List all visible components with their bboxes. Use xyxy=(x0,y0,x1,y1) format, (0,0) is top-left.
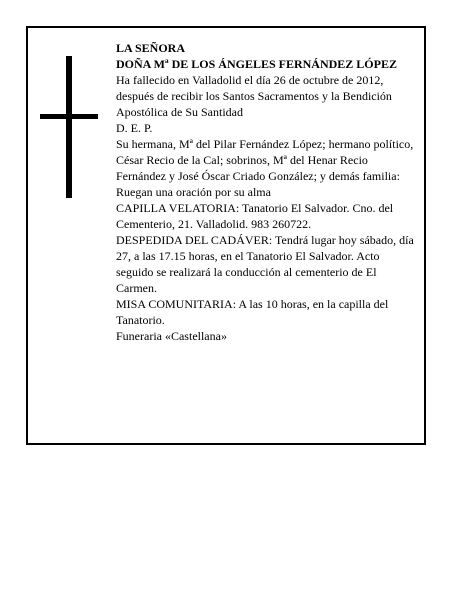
prayer-request: Ruegan una oración por su alma xyxy=(116,185,271,199)
chapel-info: CAPILLA VELATORIA: Tanatorio El Salvador. Cno. del Cementerio, 21. Valladolid. 983 260722. xyxy=(116,201,394,231)
cross-horizontal-bar xyxy=(40,114,98,119)
mass-info: MISA COMUNITARIA: A las 10 horas, en la capilla del Tanatorio. xyxy=(116,297,389,327)
death-statement: Ha fallecido en Valladolid el día 26 de octubre de 2012, después de recibir los Santos Sacramentos y la Bendición Apostólica de Su Santidad xyxy=(116,73,392,119)
funeral-home: Funeraria «Castellana» xyxy=(116,329,227,343)
deceased-name: DOÑA Mª DE LOS ÁNGELES FERNÁNDEZ LÓPEZ xyxy=(116,57,397,71)
dep-abbreviation: D. E. P. xyxy=(116,121,153,135)
cross-vertical-bar xyxy=(66,56,72,198)
family-list: Su hermana, Mª del Pilar Fernández López; hermano político, César Recio de la Cal; sobrinos, Mª del Henar Recio Fernández y José Óscar Criado González; y demás familia: xyxy=(116,137,414,183)
notice-text xyxy=(116,40,416,344)
cross-icon xyxy=(40,56,98,198)
farewell-info: DESPEDIDA DEL CADÁVER: Tendrá lugar hoy sábado, día 27, a las 17.15 horas, en el Tanatorio El Salvador. Acto seguido se realizará la conducción al cementerio de El Carmen. xyxy=(116,233,414,295)
obituary-notice xyxy=(26,26,426,445)
notice-heading-title: LA SEÑORA xyxy=(116,41,186,55)
